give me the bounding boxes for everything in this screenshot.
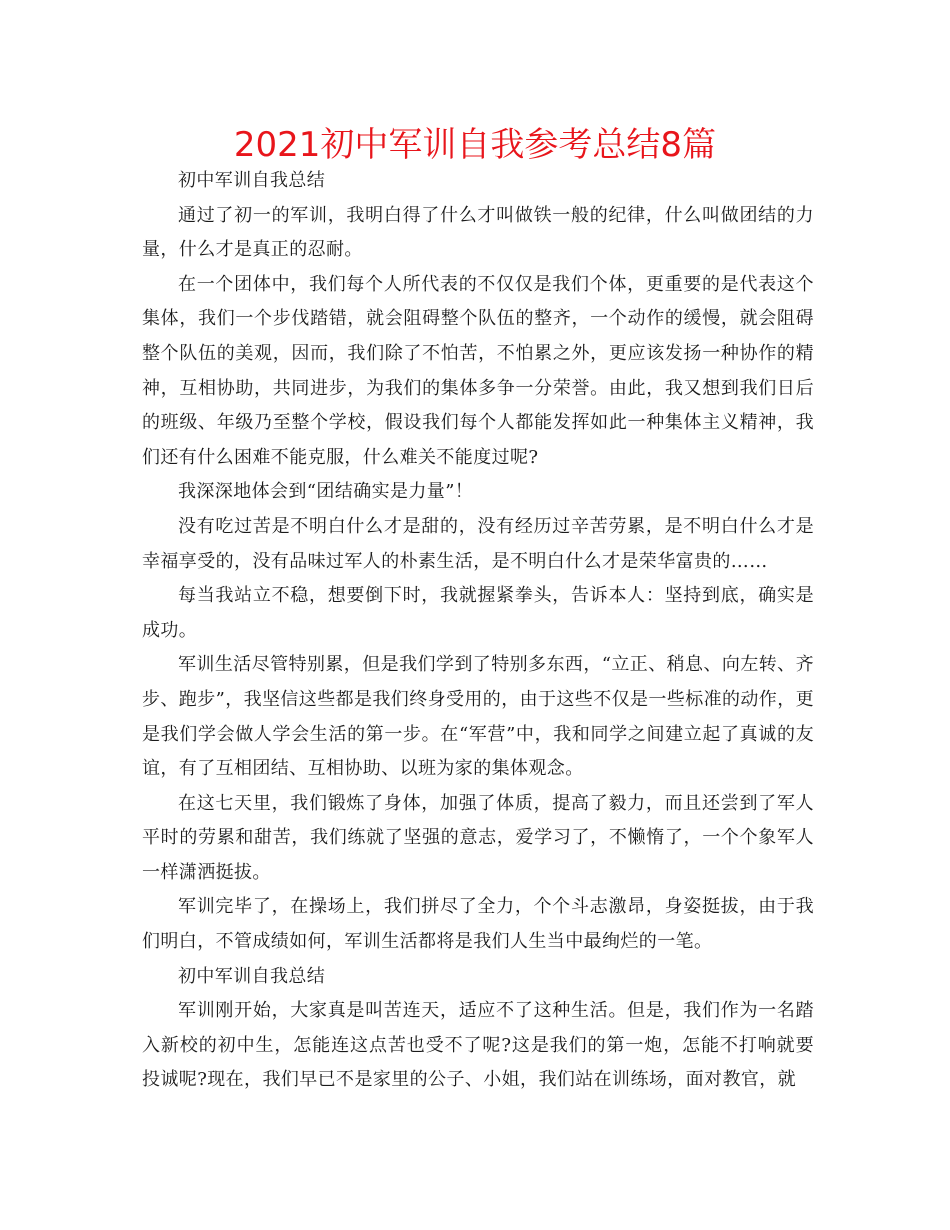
paragraph: 每当我站立不稳，想要倒下时，我就握紧拳头，告诉本人：坚持到底，确实是成功。 (142, 585, 814, 641)
paragraph: 通过了初一的军训，我明白得了什么才叫做铁一般的纪律，什么叫做团结的力量，什么才是真正的忍耐。 (142, 204, 814, 261)
paragraph: 我深深地体会到“团结确实是力量”！ (178, 481, 474, 503)
document-body (142, 164, 814, 1098)
paragraph: 军训生活尽管特别累，但是我们学到了特别多东西，“立正、稍息、向左转、齐步、跑步”，我坚信这些都是我们终身受用的，由于这些不仅是一些标准的动作，更是我们学会做人学会生活的第一步。在“军营”中，我和同学之间建立起了真诚的友谊，有了互相团结、互相协助、以班为家的集体观念。 (142, 654, 814, 780)
paragraph: 在一个团体中，我们每个人所代表的不仅仅是我们个体，更重要的是代表这个集体，我们一个步伐踏错，就会阻碍整个队伍的整齐，一个动作的缓慢，就会阻碍整个队伍的美观，因而，我们除了不怕苦，不怕累之外，更应该发扬一种协作的精神，互相协助，共同进步，为我们的集体多争一分荣誉。由此，我又想到我们日后的班级、年级乃至整个学校，假设我们每个人都能发挥如此一种集体主义精神，我们还有什么困难不能克服，什么难关不能度过呢? (142, 273, 814, 468)
document-title: 2021初中军训自我参考总结8篇 (233, 125, 717, 165)
section-heading: 初中军训自我总结 (178, 170, 326, 191)
paragraph: 没有吃过苦是不明白什么才是甜的，没有经历过辛苦劳累，是不明白什么才是幸福享受的，没有品味过军人的朴素生活，是不明白什么才是荣华富贵的…… (142, 515, 814, 572)
paragraph: 军训完毕了，在操场上，我们拼尽了全力，个个斗志激昂，身姿挺拔，由于我们明白，不管成绩如何，军训生活都将是我们人生当中最绚烂的一笔。 (142, 896, 814, 953)
section-heading: 初中军训自我总结 (178, 965, 326, 987)
paragraph: 在这七天里，我们锻炼了身体，加强了体质，提高了毅力，而且还尝到了军人平时的劳累和甜苦，我们练就了坚强的意志，爱学习了，不懒惰了，一个个象军人一样潇洒挺拔。 (142, 792, 814, 883)
paragraph: 军训刚开始，大家真是叫苦连天，适应不了这种生活。但是，我们作为一名踏入新校的初中生，怎能连这点苦也受不了呢?这是我们的第一炮，怎能不打响就要投诚呢?现在，我们早已不是家里的公子、小姐，我们站在训练场，面对教官，就 (142, 1000, 814, 1091)
